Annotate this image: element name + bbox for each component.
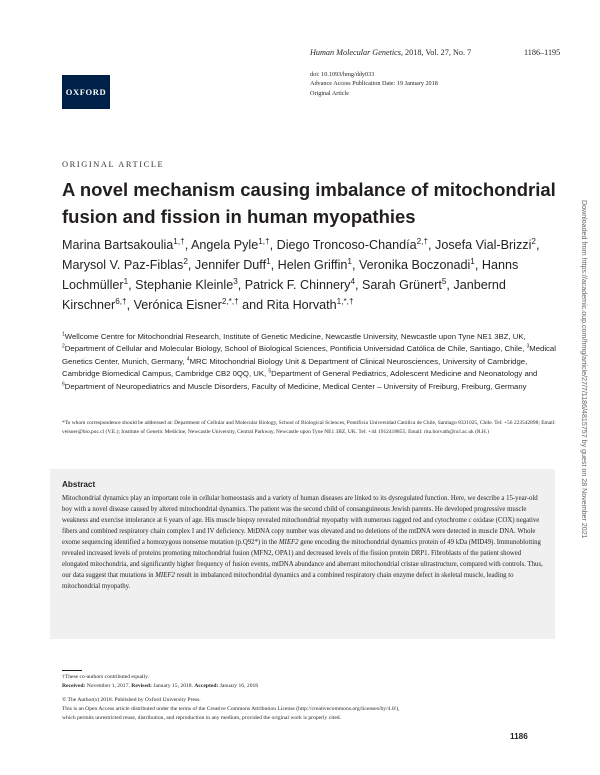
- gene-name: MIEF2: [155, 571, 175, 579]
- correspondence-note: *To whom correspondence should be addressed at: Department of Cellular and Molecular Biology, School of Biological Sciences, Pontificia Universidad Católica de Chile, Santiago 8331025, Chile. Tel: +56 223542898; Email: veisner@bio.puc.cl (V.E.); Institute of Genetic Medicine, Newcastle University, Central Parkway, Newcastle upon Tyne NE1 3BZ, UK. Tel: +44 1912418855; Email: rita.horvath@ncl.ac.uk (R.H.): [62, 420, 556, 436]
- page-number: 1186: [510, 732, 528, 741]
- author: Rita Horvath$^{1,*,\dagger}$: [266, 296, 354, 312]
- article-title: A novel mechanism causing imbalance of mitochondrial fusion and fission in human myopathies: [62, 179, 556, 227]
- affiliation: MRC Mitochondrial Biology Unit & Department of Clinical Neurosciences, University of Cambridge, Cambridge Biomedical Campus, Cambridge CB2 0QQ, UK,: [62, 356, 528, 379]
- oxford-logo: [62, 75, 110, 109]
- doi[interactable]: doi: 10.1093/hmg/ddy033: [310, 71, 375, 78]
- affiliation: Department of Neuropediatrics and Muscle Disorders, Faculty of Medicine, Medical Center – University of Freiburg, Freiburg, Germany: [64, 381, 527, 391]
- download-stamp-text: Downloaded from https://academic.oup.com/hmg/article/27/7/1186/4815757 by guest on 28 November 2021: [580, 200, 588, 539]
- gene-name: MIEF2: [278, 538, 299, 546]
- download-stamp: [576, 200, 590, 620]
- article-type: Original Article: [310, 89, 350, 97]
- author: Verónica Eisner$^{2,*,\dagger}$: [133, 296, 239, 312]
- author: Helen Griffin$^1$: [277, 256, 352, 272]
- author: Veronika Boczonadi$^1$: [358, 256, 475, 272]
- journal-volume: 2018, Vol. 27, No. 7: [403, 48, 472, 57]
- author: Sarah Grünert$^5$: [362, 276, 447, 292]
- journal-name: Human Molecular Genetics,: [310, 48, 403, 57]
- affiliation: Medical Genetics Center, Munich, Germany,: [62, 344, 556, 366]
- author: Angela Pyle$^{1,\dagger}$: [191, 236, 270, 252]
- section-label: ORIGINAL ARTICLE: [62, 160, 165, 169]
- author-list: Marina Bartsakoulia$^{1,\dagger}$, Angela Pyle$^{1,\dagger}$, Diego Troncoso-Chandía$^{2,\dagger}$, Josefa Vial-Brizzi$^2$, Marysol V. Paz-Fiblas$^2$, Jennifer Duff$^1$, Helen Griffin$^1$, Veronika Boczonadi$^1$, Hanns Lochmüller$^1$, Stephanie Kleinle$^3$, Patrick F. Chinnery$^4$, Sarah Grünert$^5$, Janbernd Kirschner$^{6,\dagger}$, Verónica Eisner$^{2,*,\dagger}$ and Rita Horvath$^{1,*,\dagger}$: [62, 236, 540, 312]
- authors-and: and: [242, 298, 264, 312]
- footnotes: [62, 673, 562, 723]
- oxford-logo-text: OXFORD: [65, 87, 107, 97]
- affiliation: Department of General Pediatrics, Adolescent Medicine and Neonatology and: [271, 369, 538, 379]
- author: Josefa Vial-Brizzi$^2$: [435, 236, 536, 252]
- contribution-note: †These co-authors contributed equally.: [62, 674, 149, 680]
- license-line-2: which permits unrestricted reuse, distribution, and reproduction in any medium, provided the original work is properly cited.: [62, 714, 341, 721]
- license-line-1: This is an Open Access article distributed under the terms of the Creative Commons Attribution License (http://creativecommons.org/licenses/by/4.0/),: [62, 705, 400, 712]
- affiliation: Department of Cellular and Molecular Biology, School of Biological Sciences, Pontificia Universidad Católica de Chile, Santiago, Chile,: [64, 344, 527, 354]
- author: Hanns Lochmüller$^1$: [62, 258, 519, 292]
- copyright: © The Author(s) 2018. Published by Oxford University Press.: [62, 696, 201, 703]
- affiliation: Wellcome Centre for Mitochondrial Research, Institute of Genetic Medicine, Newcastle University, Newcastle upon Tyne NE1 3BZ, UK,: [64, 332, 526, 341]
- advance-access-date: Advance Access Publication Date: 19 January 2018: [310, 80, 438, 88]
- footnote-rule: [62, 670, 82, 671]
- author: Marysol V. Paz-Fiblas$^2$: [62, 256, 188, 272]
- affiliations: $^1$Wellcome Centre for Mitochondrial Research, Institute of Genetic Medicine, Newcastle University, Newcastle upon Tyne NE1 3BZ, UK, $^2$Department of Cellular and Molecular Biology, School of Biological Sciences, Pontificia Universidad Católica de Chile, Santiago, Chile, $^3$Medical Genetics Center, Munich, Germany, $^4$MRC Mitochondrial Biology Unit & Department of Clinical Neurosciences, University of Cambridge, Cambridge Biomedical Campus, Cambridge CB2 0QQ, UK, $^5$Department of General Pediatrics, Adolescent Medicine and Neonatology and $^6$Department of Neuropediatrics and Muscle Disorders, Faculty of Medicine, Medical Center – University of Freiburg, Freiburg, Germany: [62, 331, 556, 391]
- abstract-text: Mitochondrial dynamics play an important role in cellular homeostasis and a variety of human diseases are linked to its dysregulated function. Here, we describe a 15-year-old boy with a novel disease caused by altered mitochondrial dynamics. The patient was the second child of consanguineous Jewish parents. He developed progressive muscle weakness and exercise intolerance at 6 years of age. His muscle biopsy revealed mitochondrial myopathy with numerous ragged red and cytochrome c oxidase (COX) negative fibers and combined respiratory chain complex I and IV deficiency. MtDNA copy number was elevated and no deletions of the mtDNA were detected in muscle DNA. Whole exome sequencing identified a homozygous nonsense mutation (p.Q92*) in the MIEF2 gene encoding the mitochondrial dynamics protein of 49 kDa (MID49). Immunoblotting revealed increased levels of proteins promoting mitochondrial fusion (MFN2, OPA1) and decreased levels of the fission protein DRP1. Fibroblasts of the patient showed elongated mitochondria, and significantly higher frequency of fusion events, mtDNA abundance and aberrant mitochondrial cristae ultrastructure, compared with controls. Thus, our data suggest that mutations in MIEF2 result in imbalanced mitochondrial dynamics and a combined respiratory chain enzyme defect in skeletal muscle, leading to mitochondrial myopathy.: [62, 495, 543, 590]
- article-meta: [310, 70, 438, 98]
- author: Janbernd Kirschner$^{6,\dagger}$: [62, 278, 506, 312]
- history-dates: Received: November 1, 2017. Revised: January 15, 2018. Accepted: January 16, 2018: [62, 682, 259, 689]
- journal-citation: [310, 48, 561, 57]
- author: Stephanie Kleinle$^3$: [135, 276, 238, 292]
- abstract-heading: Abstract: [62, 480, 96, 489]
- author: Marina Bartsakoulia$^{1,\dagger}$: [62, 236, 185, 252]
- journal-pages: 1186–1195: [524, 48, 561, 57]
- author: Patrick F. Chinnery$^4$: [244, 276, 356, 292]
- author: Diego Troncoso-Chandía$^{2,\dagger}$: [276, 236, 429, 252]
- author: Jennifer Duff$^1$: [194, 256, 271, 272]
